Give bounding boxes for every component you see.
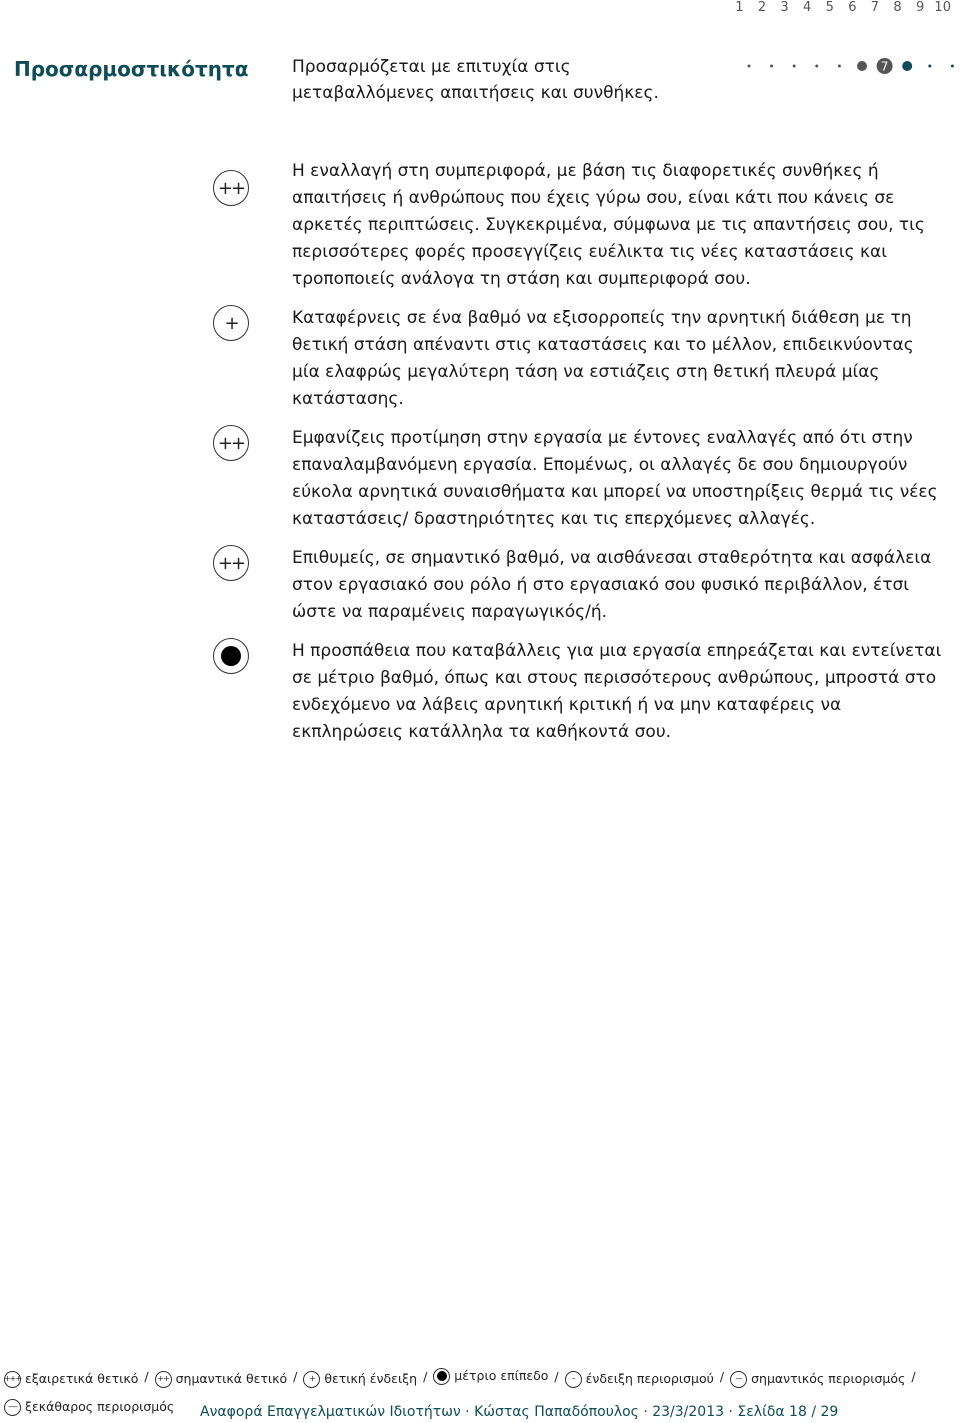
assessment-list xyxy=(0,158,960,758)
assessment-item xyxy=(0,638,960,746)
scale-dot xyxy=(902,61,912,71)
scale-number: 6 xyxy=(848,0,857,15)
scale-dot xyxy=(770,65,773,68)
scale-number: 10 xyxy=(934,0,951,15)
legend-separator: / xyxy=(554,1369,559,1384)
rating-double-plus-icon: ++ xyxy=(213,425,249,461)
legend-symbol-icon: + xyxy=(303,1371,320,1388)
scale-dot xyxy=(951,65,954,68)
legend-item xyxy=(4,1394,174,1420)
legend-label: εξαιρετικά θετικό xyxy=(25,1371,139,1386)
assessment-text: Επιθυμείς, σε σημαντικό βαθμό, να αισθάνεσαι σταθερότητα και ασφάλεια στον εργασιακό σου ρόλο ή στο εργασιακό σου φυσικό περιβάλλον, έτσι ώστε να παραμένεις παραγωγικός/ή. xyxy=(292,548,932,622)
legend-label: ξεκάθαρος περιορισμός xyxy=(25,1399,175,1414)
scale-dot xyxy=(793,65,796,68)
legend-item xyxy=(303,1366,417,1392)
rating-mid-icon xyxy=(213,638,249,674)
legend-label: θετική ένδειξη xyxy=(324,1371,418,1386)
scale-number: 5 xyxy=(825,0,834,15)
assessment-text: Η προσπάθεια που καταβάλλεις για μια εργασία επηρεάζεται και εντείνεται σε μέτριο βαθμό, όπως και στους περισσότερους ανθρώπους, μπροστά στο ενδεχόμενο να λάβεις αρνητική κριτική ή να μην καταφέρεις να εκπληρώσεις κατάλληλα τα καθήκοντά σου. xyxy=(292,641,942,742)
page-title: Προσαρμοστικότητα xyxy=(14,57,249,81)
assessment-item xyxy=(0,425,960,533)
scale-number: 3 xyxy=(780,0,789,15)
scale-dot-label: 7 xyxy=(880,59,889,74)
page-subtitle: Προσαρμόζεται με επιτυχία στις μεταβαλλόμενες απαιτήσεις και συνθήκες. xyxy=(292,57,659,103)
assessment-item xyxy=(0,158,960,293)
assessment-item xyxy=(0,305,960,413)
legend-separator: / xyxy=(719,1369,725,1384)
scale-number: 8 xyxy=(893,0,902,15)
legend-separator: / xyxy=(911,1369,916,1384)
rating-plus-icon: + xyxy=(213,305,249,341)
assessment-text: Η εναλλαγή στη συμπεριφορά, με βάση τις διαφορετικές συνθήκες ή απαιτήσεις ή ανθρώπους που έχεις γύρω σου, είναι κάτι που κάνεις σε αρκετές περιπτώσεις. Συγκεκριμένα, σύμφωνα με τις απαντήσεις σου, τις περισσότερες φορές προσεγγίζεις ευέλικτα τις νέες καταστάσεις και τροποποιείς ανάλογα τη στάση και συμπεριφορά σου. xyxy=(292,161,925,289)
legend-symbol-icon: –– xyxy=(730,1371,747,1388)
legend-separator: / xyxy=(293,1369,298,1384)
legend-symbol-icon xyxy=(433,1368,450,1385)
scale-dot xyxy=(857,61,867,71)
legend-label: μέτριο επίπεδο xyxy=(454,1368,549,1383)
rating-double-plus-icon: ++ xyxy=(213,545,249,581)
scale-dot xyxy=(815,65,818,68)
assessment-item xyxy=(0,545,960,626)
legend-item xyxy=(565,1366,714,1392)
legend-separator: / xyxy=(144,1369,149,1384)
scale-number: 2 xyxy=(757,0,767,15)
legend-symbol-icon: ++ xyxy=(155,1371,172,1388)
scale-number: 9 xyxy=(915,0,925,15)
legend-label: σημαντικά θετικό xyxy=(175,1371,288,1386)
scale-dot xyxy=(838,65,841,68)
scale-indicator xyxy=(738,56,960,76)
scale-numbers xyxy=(728,0,954,15)
assessment-text: Εμφανίζεις προτίμηση στην εργασία με έντονες εναλλαγές από ότι στην επαναλαμβανόμενη εργασία. Επομένως, οι αλλαγές δε σου δημιουργούν εύκολα αρνητικά συναισθήματα και μπορεί να υποστηρίξεις θερμά τις νέες καταστάσεις/ δραστηριότητες και τις επερχόμενες αλλαγές. xyxy=(292,428,938,529)
scale-dot xyxy=(928,65,931,68)
legend-item xyxy=(433,1363,548,1389)
legend-separator: / xyxy=(423,1369,428,1384)
legend-label: σημαντικός περιορισμός xyxy=(751,1371,906,1386)
scale-dot xyxy=(748,65,751,68)
legend-symbol-icon: ––– xyxy=(4,1399,21,1416)
assessment-text: Καταφέρνεις σε ένα βαθμό να εξισορροπείς την αρνητική διάθεση με τη θετική στάση απέναντι στις καταστάσεις και το μέλλον, επιδεικνύοντας μία ελαφρώς μεγαλύτερη τάση να εστιάζεις στη θετική πλευρά μίας κατάστασης. xyxy=(292,308,914,409)
legend-item xyxy=(730,1366,905,1392)
legend-item xyxy=(4,1366,138,1392)
legend-label: ένδειξη περιορισμού xyxy=(585,1371,714,1386)
rating-double-plus-icon: ++ xyxy=(213,170,249,206)
scale-number: 7 xyxy=(870,0,880,15)
legend-symbol-icon: – xyxy=(565,1371,582,1388)
scale-number: 1 xyxy=(735,0,744,15)
legend-symbol-icon: +++ xyxy=(4,1371,21,1388)
page-footer: Αναφορά Επαγγελματικών Ιδιοτήτων · Κώστας Παπαδόπουλος · 23/3/2013 · Σελίδα 18 / 29 xyxy=(200,1404,839,1420)
legend-item xyxy=(155,1366,288,1392)
scale-number: 4 xyxy=(803,0,812,15)
